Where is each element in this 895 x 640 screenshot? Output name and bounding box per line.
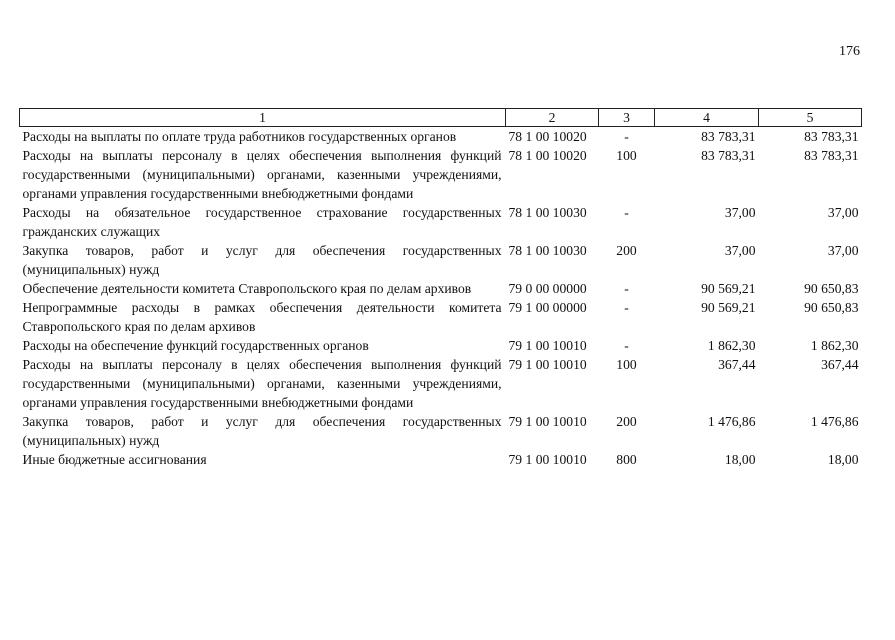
row-name: Непрограммные расходы в рамках обеспечения деятельности комитета Ставропольского края по делам архивов — [22, 300, 502, 334]
row-name: Расходы на обязательное государственное страхование государственных гражданских служащих — [22, 205, 502, 239]
row-sum-2: 83 783,31 — [804, 148, 859, 163]
row-expense-type: - — [624, 338, 629, 353]
row-code: 79 1 00 00000 — [508, 300, 587, 315]
row-name: Закупка товаров, работ и услуг для обеспечения государственных (муниципальных) нужд — [22, 414, 502, 448]
table-row — [20, 146, 862, 203]
row-sum-1: 90 569,21 — [701, 300, 756, 315]
row-sum-1: 1 862,30 — [707, 338, 756, 353]
row-name: Расходы на выплаты по оплате труда работников государственных органов — [22, 129, 457, 144]
row-code: 78 1 00 10020 — [508, 148, 587, 163]
row-code: 79 1 00 10010 — [508, 452, 587, 467]
row-sum-2: 37,00 — [827, 243, 859, 258]
row-expense-type: - — [624, 300, 629, 315]
row-expense-type: - — [624, 129, 629, 144]
budget-table — [19, 108, 862, 469]
row-code: 79 1 00 10010 — [508, 338, 587, 353]
row-sum-1: 37,00 — [724, 243, 756, 258]
row-expense-type: 800 — [616, 452, 637, 467]
row-sum-2: 18,00 — [827, 452, 859, 467]
table-body — [20, 127, 862, 470]
row-sum-2: 1 862,30 — [810, 338, 859, 353]
row-sum-1: 37,00 — [724, 205, 756, 220]
row-sum-2: 90 650,83 — [804, 300, 859, 315]
row-code: 79 0 00 00000 — [508, 281, 587, 296]
table-row — [20, 336, 862, 355]
table-row — [20, 298, 862, 336]
table-row — [20, 450, 862, 469]
row-sum-1: 18,00 — [724, 452, 756, 467]
header-col-3: 3 — [599, 109, 655, 127]
header-col-4: 4 — [655, 109, 759, 127]
row-expense-type: - — [624, 281, 629, 296]
table-row — [20, 203, 862, 241]
header-col-2: 2 — [506, 109, 599, 127]
row-name: Закупка товаров, работ и услуг для обеспечения государственных (муниципальных) нужд — [22, 243, 502, 277]
table-header — [20, 109, 862, 127]
row-name: Расходы на выплаты персоналу в целях обеспечения выполнения функций государственными (муниципальными) органами, казенными учреждениями, органами управления государственными внебюджетными фондами — [22, 148, 502, 201]
row-code: 78 1 00 10030 — [508, 243, 587, 258]
row-sum-1: 83 783,31 — [701, 148, 756, 163]
row-expense-type: 200 — [616, 414, 637, 429]
table-row — [20, 412, 862, 450]
row-sum-1: 367,44 — [718, 357, 756, 372]
row-name: Обеспечение деятельности комитета Ставропольского края по делам архивов — [22, 281, 472, 296]
row-expense-type: 100 — [616, 148, 637, 163]
header-row — [20, 109, 862, 127]
page-number: 176 — [839, 44, 860, 59]
row-name: Расходы на обеспечение функций государственных органов — [22, 338, 369, 353]
row-sum-1: 1 476,86 — [707, 414, 756, 429]
row-expense-type: 200 — [616, 243, 637, 258]
table-row — [20, 279, 862, 298]
row-code: 79 1 00 10010 — [508, 357, 587, 372]
row-sum-2: 1 476,86 — [810, 414, 859, 429]
row-name: Расходы на выплаты персоналу в целях обеспечения выполнения функций государственными (муниципальными) органами, казенными учреждениями, органами управления государственными внебюджетными фондами — [22, 357, 502, 410]
row-code: 79 1 00 10010 — [508, 414, 587, 429]
row-sum-2: 367,44 — [821, 357, 859, 372]
row-code: 78 1 00 10020 — [508, 129, 587, 144]
row-code: 78 1 00 10030 — [508, 205, 587, 220]
table-row — [20, 127, 862, 147]
row-sum-1: 83 783,31 — [701, 129, 756, 144]
table-row — [20, 241, 862, 279]
header-col-1: 1 — [20, 109, 506, 127]
table-row — [20, 355, 862, 412]
row-sum-2: 37,00 — [827, 205, 859, 220]
header-col-5: 5 — [759, 109, 862, 127]
row-expense-type: 100 — [616, 357, 637, 372]
row-sum-1: 90 569,21 — [701, 281, 756, 296]
row-name: Иные бюджетные ассигнования — [22, 452, 207, 467]
row-expense-type: - — [624, 205, 629, 220]
row-sum-2: 83 783,31 — [804, 129, 859, 144]
row-sum-2: 90 650,83 — [804, 281, 859, 296]
